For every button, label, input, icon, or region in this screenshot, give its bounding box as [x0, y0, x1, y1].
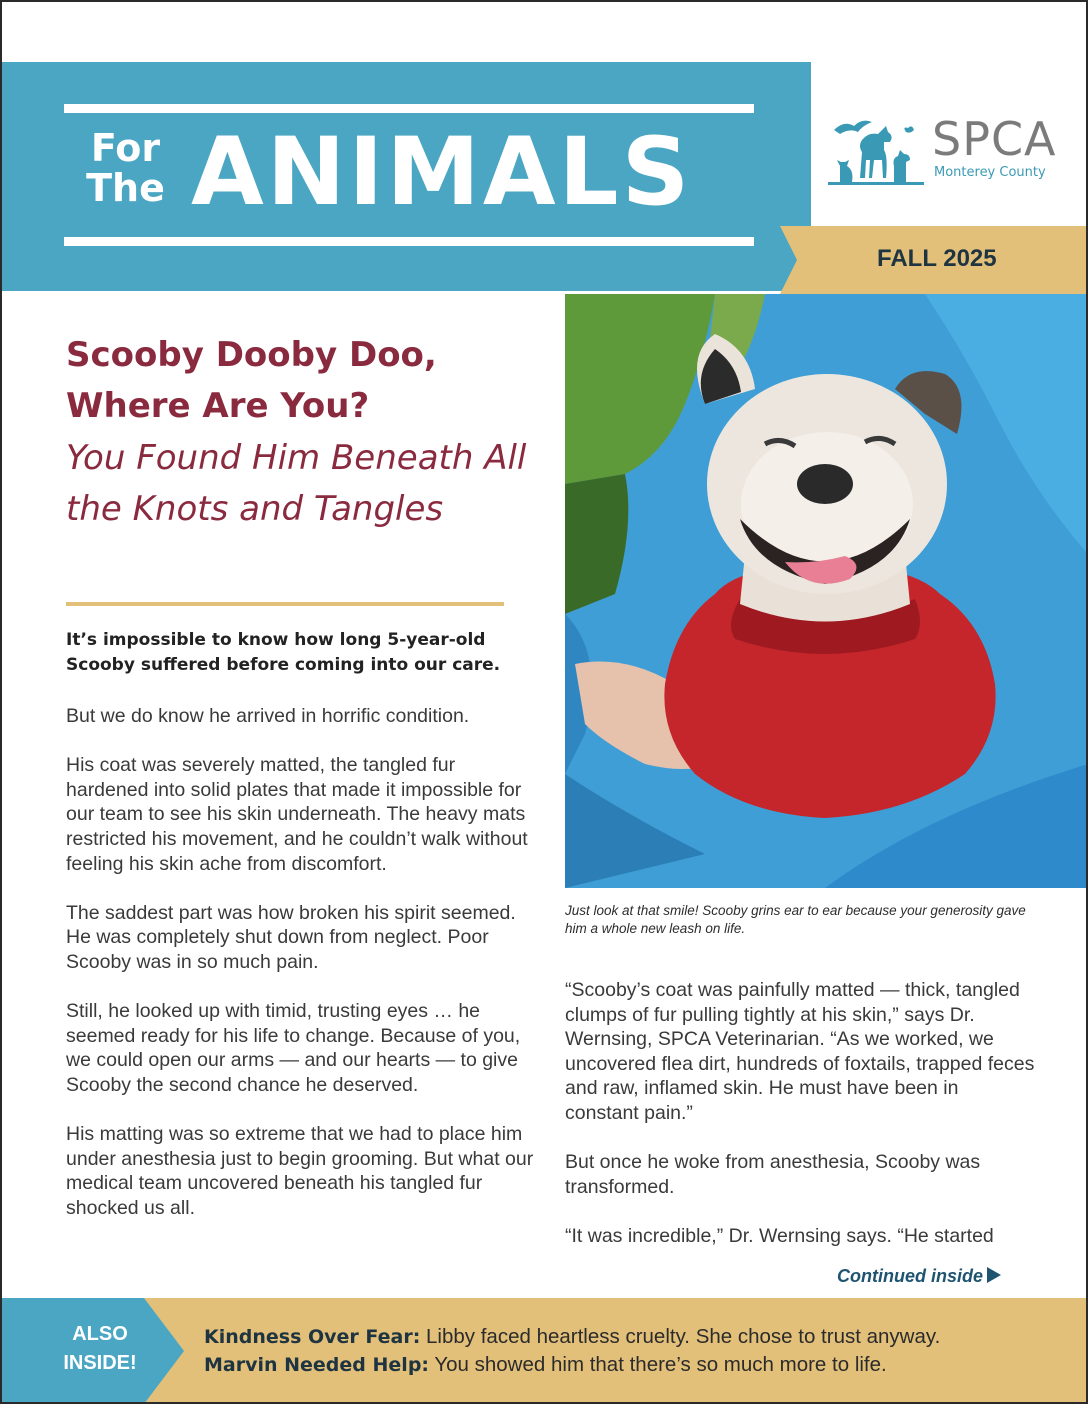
article-subhead: You Found Him Beneath All the Knots and Tangles	[66, 438, 527, 529]
continued-label: Continued inside	[837, 1266, 983, 1286]
body-paragraph: “It was incredible,” Dr. Wernsing says. “He started	[565, 1224, 994, 1247]
season-label: FALL 2025	[877, 245, 997, 272]
masthead-bottom-rule	[64, 237, 754, 246]
masthead-for-the: For The	[86, 126, 165, 210]
masthead-animals: ANIMALS	[191, 118, 693, 227]
article-headline: Scooby Dooby Doo, Where Are You?	[66, 335, 437, 426]
teaser-text: You showed him that there’s so much more to life.	[434, 1353, 887, 1376]
body-paragraph: His matting was so extreme that we had to place him under anesthesia just to begin grooming. But what our medical team uncovered beneath his tangled fur shocked us all.	[66, 1123, 534, 1219]
article-column-left	[66, 704, 542, 1245]
teaser-list	[204, 1323, 1074, 1379]
headline-divider	[66, 602, 504, 606]
body-paragraph: His coat was severely matted, the tangled fur hardened into solid plates that made it impossible for our team to see his skin underneath. The heavy mats restricted his movement, and he couldn’t walk without feeling his skin ache from discomfort.	[66, 754, 528, 875]
teaser-item[interactable]	[204, 1351, 1074, 1379]
article-column-right	[565, 978, 1035, 1273]
body-paragraph: But once he woke from anesthesia, Scooby was transformed.	[565, 1151, 981, 1198]
logo-name: SPCA	[932, 112, 1057, 166]
teaser-item[interactable]	[204, 1323, 1074, 1351]
logo-subtitle: Monterey County	[934, 165, 1046, 180]
continued-inside-link[interactable]	[837, 1266, 1001, 1287]
dog-photo	[565, 294, 1088, 888]
body-paragraph: The saddest part was how broken his spirit seemed. He was completely shut down from neglect. Poor Scooby was in so much pain.	[66, 901, 516, 973]
masthead-banner	[2, 62, 811, 291]
teaser-title: Kindness Over Fear:	[204, 1326, 421, 1348]
masthead-top-rule	[64, 104, 754, 113]
spca-logo	[828, 110, 1068, 190]
photo-caption: Just look at that smile! Scooby grins ear to ear because your generosity gave him a whole new leash on life.	[565, 903, 1026, 936]
teaser-text: Libby faced heartless cruelty. She chose to trust anyway.	[426, 1325, 941, 1348]
animals-silhouette-icon	[828, 116, 924, 186]
teaser-title: Marvin Needed Help:	[204, 1354, 430, 1376]
body-paragraph: But we do know he arrived in horrific condition.	[66, 705, 470, 727]
body-paragraph: Still, he looked up with timid, trusting eyes … he seemed ready for his life to change. Because of you, we could open our arms — and our hearts — to give Scooby the second chance he deserved.	[66, 1000, 521, 1096]
also-inside-label: ALSO INSIDE!	[63, 1323, 137, 1374]
body-paragraph: “Scooby’s coat was painfully matted — thick, tangled clumps of fur pulling tightly at his skin,” says Dr. Wernsing, SPCA Veterinarian. “As we worked, we uncovered flea dirt, hundreds of foxtails, trapped feces and raw, inflamed skin. He must have been in constant pain.”	[565, 979, 1035, 1124]
play-arrow-icon	[987, 1267, 1001, 1283]
article-lede: It’s impossible to know how long 5-year-old Scooby suffered before coming into our care.	[66, 630, 501, 675]
